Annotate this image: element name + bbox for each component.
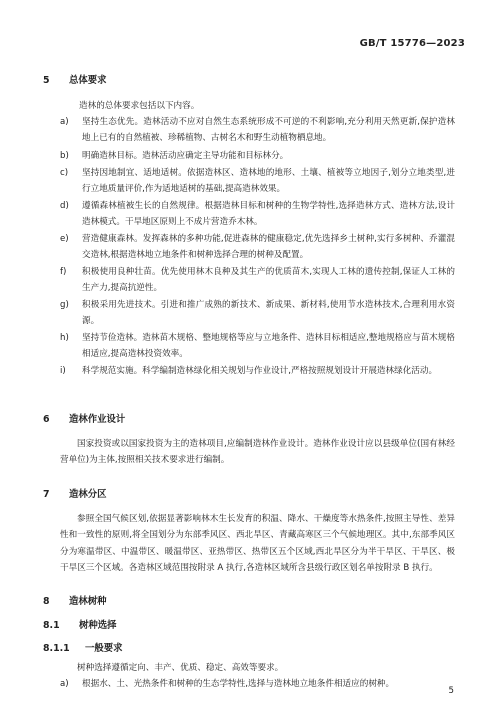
section-7-heading: [43, 486, 107, 500]
section-number: 7: [43, 489, 50, 500]
list-text: 积极采用先进技术。引进和推广成熟的新技术、新成果、新材料,使用节水造林技术,合理利用水资源。: [82, 300, 455, 327]
list-text: 营造健康森林。发挥森林的多种功能,促进森林的健康稳定,优先选择乡土树种,实行多树种、乔灌混交造林,根据造林地立地条件和树种选择合理的树种及配置。: [82, 234, 455, 261]
section-number: 8.1.1: [43, 643, 70, 654]
section-title: 造林树种: [69, 596, 107, 607]
section-8-1-1-body: 树种选择遵循定向、丰产、优质、稳定、高效等要求。: [77, 663, 284, 673]
section-title: 树种选择: [79, 620, 117, 631]
section-6-heading: [43, 411, 125, 425]
section-5-intro: 造林的总体要求包括以下内容。: [79, 101, 200, 111]
standard-number: GB/T 15776—2023: [359, 38, 465, 49]
list-text: 根据水、土、光热条件和树种的生态学特性,选择与造林地立地条件相适应的树种。: [82, 679, 395, 689]
list-item: [60, 676, 455, 692]
list-marker: d): [60, 201, 69, 211]
list-text: 积极使用良种壮苗。优先使用林木良种及其生产的优质苗木,实现人工林的遗传控制,保证人工林的生产力,提高抗逆性。: [82, 267, 455, 294]
list-item: [60, 297, 455, 330]
list-marker: f): [60, 267, 67, 277]
list-item: [60, 363, 455, 379]
section-number: 6: [43, 414, 50, 425]
section-8-heading: [43, 593, 107, 607]
page-number: 5: [448, 686, 454, 696]
section-number: 5: [43, 75, 50, 86]
list-marker: i): [60, 366, 66, 376]
section-title: 造林作业设计: [69, 414, 126, 425]
list-item: [60, 114, 455, 147]
list-item: [60, 165, 455, 198]
list-text: 明确造林目标。造林活动应确定主导功能和目标林分。: [82, 151, 289, 161]
list-text: 坚持因地制宜、适地适树。依据造林区、造林地的地形、土壤、植被等立地因子,划分立地类型,进行立地质量评价,作为适地适树的基础,提高造林效果。: [82, 168, 455, 195]
list-item: [60, 198, 455, 231]
list-marker: a): [60, 117, 69, 127]
section-8-1-1-heading: [43, 640, 123, 654]
list-text: 科学规范实施。科学编制造林绿化相关规划与作业设计,严格按照规划设计开展造林绿化活动。: [82, 366, 438, 376]
list-item: [60, 148, 455, 164]
section-title: 总体要求: [69, 75, 107, 86]
list-marker: a): [60, 679, 69, 689]
section-title: 造林分区: [69, 489, 107, 500]
list-text: 坚持节俭造林。造林苗木规格、整地规格等应与立地条件、造林目标相适应,整地规格应与苗木规格相适应,提高造林投资效率。: [82, 333, 455, 360]
list-item: [60, 330, 455, 363]
list-marker: g): [60, 300, 69, 310]
list-text: 坚持生态优先。造林活动不应对自然生态系统形成不可逆的不利影响,充分利用天然更新,保护造林地上已有的自然植被、珍稀植物、古树名木和野生动植物栖息地。: [82, 117, 455, 144]
list-item: [60, 231, 455, 264]
section-8-1-heading: [43, 617, 117, 631]
list-text: 遵循森林植被生长的自然规律。根据造林目标和树种的生物学特性,选择造林方式、造林方法,设计造林模式。干旱地区原则上不成片营造乔木林。: [82, 201, 455, 228]
section-6-body: 国家投资或以国家投资为主的造林项目,应编制造林作业设计。造林作业设计应以县级单位(国有林经营单位)为主体,按照相关技术要求进行编制。: [60, 439, 455, 466]
list-item: [60, 264, 455, 297]
list-marker: e): [60, 234, 69, 244]
section-5-heading: [43, 72, 107, 86]
section-number: 8: [43, 596, 50, 607]
section-title: 一般要求: [85, 643, 123, 654]
section-number: 8.1: [43, 620, 60, 631]
list-marker: b): [60, 151, 69, 161]
list-marker: c): [60, 168, 69, 178]
list-marker: h): [60, 333, 69, 343]
section-7-body: 参照全国气候区划,依据显著影响林木生长发育的积温、降水、干燥度等水热条件,按照主导性、差异性和一致性的原则,将全国划分为东部季风区、西北旱区、青藏高寒区三个气候地理区。其中,东部季风区分为寒温带区、中温带区、暖温带区、亚热带区、热带区五个区域,西北旱区分为半干旱区、干旱区、极干旱区三个区域。各造林区域范围按附录 A 执行,各造林区域所含县级行政区划名单按附录 B 执行。: [60, 514, 455, 573]
